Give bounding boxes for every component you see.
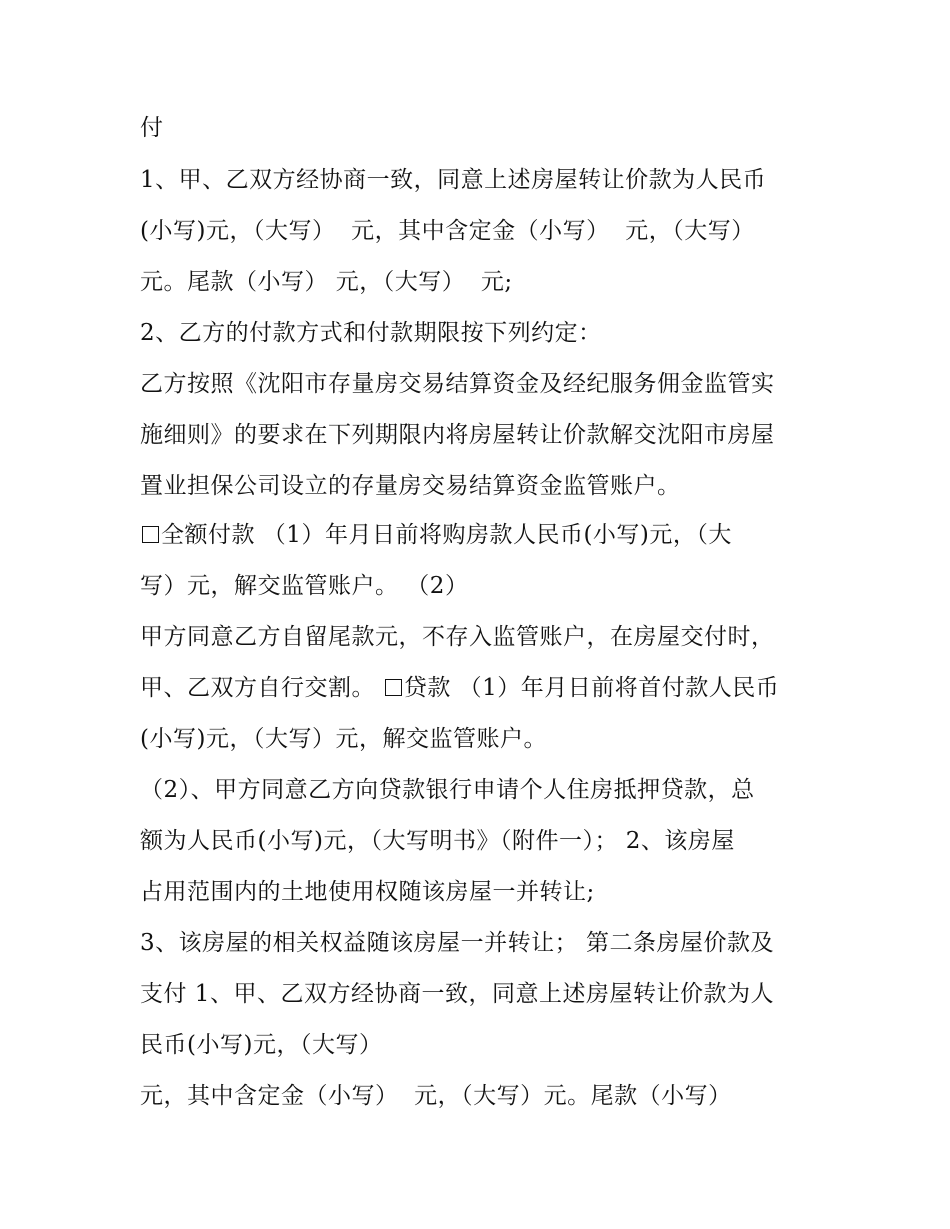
full-payment-text: （1）年月日前将购房款人民币(小写)元，（大 xyxy=(255,522,732,548)
text-line: 施细则》的要求在下列期限内将房屋转让价款解交沈阳市房屋 xyxy=(140,422,775,448)
text-line: （2）、甲方同意乙方向贷款银行申请个人住房抵押贷款，总 xyxy=(140,777,755,803)
text-line: 额为人民币(小写)元，（大写明书》（附件一）； 2、该房屋 xyxy=(140,828,735,854)
loan-line-prefix: 甲、乙双方自行交割。 xyxy=(140,675,383,701)
text-line: 置业担保公司设立的存量房交易结算资金监管账户。 xyxy=(140,473,681,499)
text-line: 支付 1、甲、乙双方经协商一致，同意上述房屋转让价款为人 xyxy=(140,981,774,1007)
text-line: 写）元，解交监管账户。 （2） xyxy=(140,573,469,599)
text-line: 乙方按照《沈阳市存量房交易结算资金及经纪服务佣金监管实 xyxy=(140,371,775,397)
text-line: 3、该房屋的相关权益随该房屋一并转让； 第二条房屋价款及 xyxy=(140,930,774,956)
full-payment-checkbox-icon[interactable] xyxy=(142,526,159,543)
text-line: 元，其中含定金（小写） 元，（大写）元。尾款（小写） xyxy=(140,1083,732,1109)
text-line: 元。尾款（小写） 元，（大写） 元; xyxy=(140,269,513,295)
text-line: 占用范围内的土地使用权随该房屋一并转让; xyxy=(140,879,595,905)
text-line: (小写)元，（大写） 元，其中含定金（小写） 元，（大写） xyxy=(140,218,755,244)
loan-label: 贷款 xyxy=(403,675,451,701)
full-payment-line xyxy=(140,520,732,550)
text-line: 付 xyxy=(140,115,164,141)
text-line: (小写)元，（大写）元，解交监管账户。 xyxy=(140,726,547,752)
loan-line-suffix: （1）年月日前将首付款人民币 xyxy=(450,675,780,701)
full-payment-label: 全额付款 xyxy=(161,522,255,548)
text-line: 民币(小写)元，（大写） xyxy=(140,1032,383,1058)
text-line: 甲方同意乙方自留尾款元，不存入监管账户，在房屋交付时， xyxy=(140,624,775,650)
text-line: 2、乙方的付款方式和付款期限按下列约定： xyxy=(140,320,602,346)
loan-checkbox-icon[interactable] xyxy=(385,679,402,696)
text-line: 1、甲、乙双方经协商一致，同意上述房屋转让价款为人民币 xyxy=(140,167,767,193)
loan-line xyxy=(140,673,779,703)
